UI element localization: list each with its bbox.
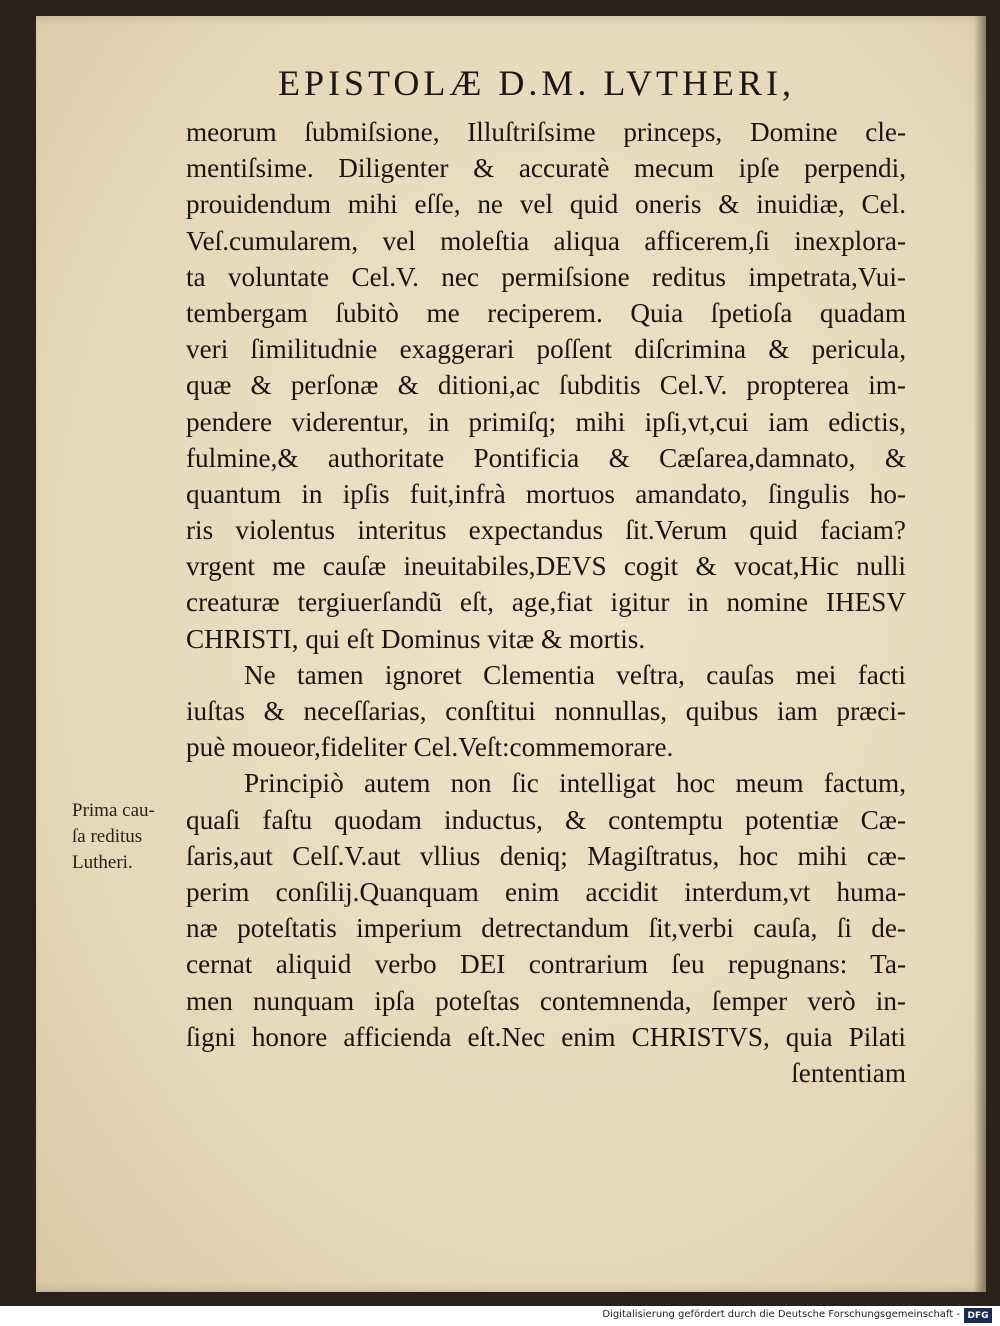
text-line: tembergam ſubitò me reciperem. Quia ſpetioſa quadam [186,297,906,328]
text-line: quantum in ipſis fuit,infrà mortuos amandato, ſingulis ho- [186,478,906,509]
text-line: Veſ.cumularem, vel moleſtia aliqua afficerem,ſi inexplora- [186,225,906,256]
text-line: CHRISTI, qui eſt Dominus vitæ & mortis. [186,623,646,654]
marginal-note [72,798,202,876]
text-line: quæ & perſonæ & ditioni,ac ſubditis Cel.V. propterea im- [186,370,906,401]
text-line: ris violentus interitus expectandus ſit.Verum quid faciam? [186,515,906,546]
text-line: puè moueor,fideliter Cel.Veſt:commemorare. [186,732,674,763]
text-line: veri ſimilitudnie exaggerari poſſent diſcrimina & pericula, [186,334,906,365]
text-line: mentiſsime. Diligenter & accuratè mecum ipſe perpendi, [186,153,906,184]
dfg-logo-icon: DFG [964,1308,992,1323]
marginal-note-line: ſa reditus [72,826,143,847]
footer-bar [0,1306,1000,1326]
catchword: ſententiam [791,1057,906,1088]
text-line: perim conſilij.Quanquam enim accidit interdum,vt huma- [186,876,906,907]
text-line: creaturæ tergiuerſandũ eſt, age,fiat igitur in nomine IHESV [186,587,906,618]
text-line: quaſi faſtu quodam inductus, & contemptu potentiæ Cæ- [186,804,906,835]
text-line: pendere viderentur, in primiſq; mihi ipſi,vt,cui iam edictis, [186,406,906,437]
text-line: ſigni honore afficienda eſt.Nec enim CHRISTVS, quia Pilati [186,1021,906,1052]
body-text [186,114,906,1091]
paragraph-start-line: Principiò autem non ſic intelligat hoc meum factum, [244,768,906,799]
text-line: meorum ſubmiſsione, Illuſtriſsime princeps, Domine cle- [186,117,906,147]
text-line: men nunquam ipſa poteſtas contemnenda, ſemper verò in- [186,985,906,1016]
text-line: ſaris,aut Celſ.V.aut vllius deniq; Magiſtratus, hoc mihi cæ- [186,840,906,871]
paragraph-start-line: Ne tamen ignoret Clementia veſtra, cauſas mei facti [244,659,906,690]
marginal-note-line: Prima cau- [72,800,155,821]
page-edge-shadow [974,16,986,1292]
text-line: iuſtas & neceſſarias, conſtitui nonnullas, quibus iam præci- [186,696,906,726]
running-head: EPISTOLÆ D.M. LVTHERI, [278,63,796,103]
text-line: prouidendum mihi eſſe, ne vel quid oneris & inuidiæ, Cel. [186,189,906,220]
text-line: næ poteſtatis imperium detrectandum ſit,verbi cauſa, ſi de- [186,913,906,944]
funding-notice: Digitalisierung gefördert durch die Deutsche Forschungsgemeinschaft - [602,1309,960,1320]
text-line: fulmine,& authoritate Pontificia & Cæſarea,damnato, & [186,442,906,473]
text-line: cernat aliquid verbo DEI contrarium ſeu repugnans: Ta- [186,949,906,980]
text-line: vrgent me cauſæ ineuitabiles,DEVS cogit & vocat,Hic nulli [186,551,906,582]
text-line: ta voluntate Cel.V. nec permiſsione reditus impetrata,Vui- [186,261,906,292]
marginal-note-line: Lutheri. [72,852,133,873]
